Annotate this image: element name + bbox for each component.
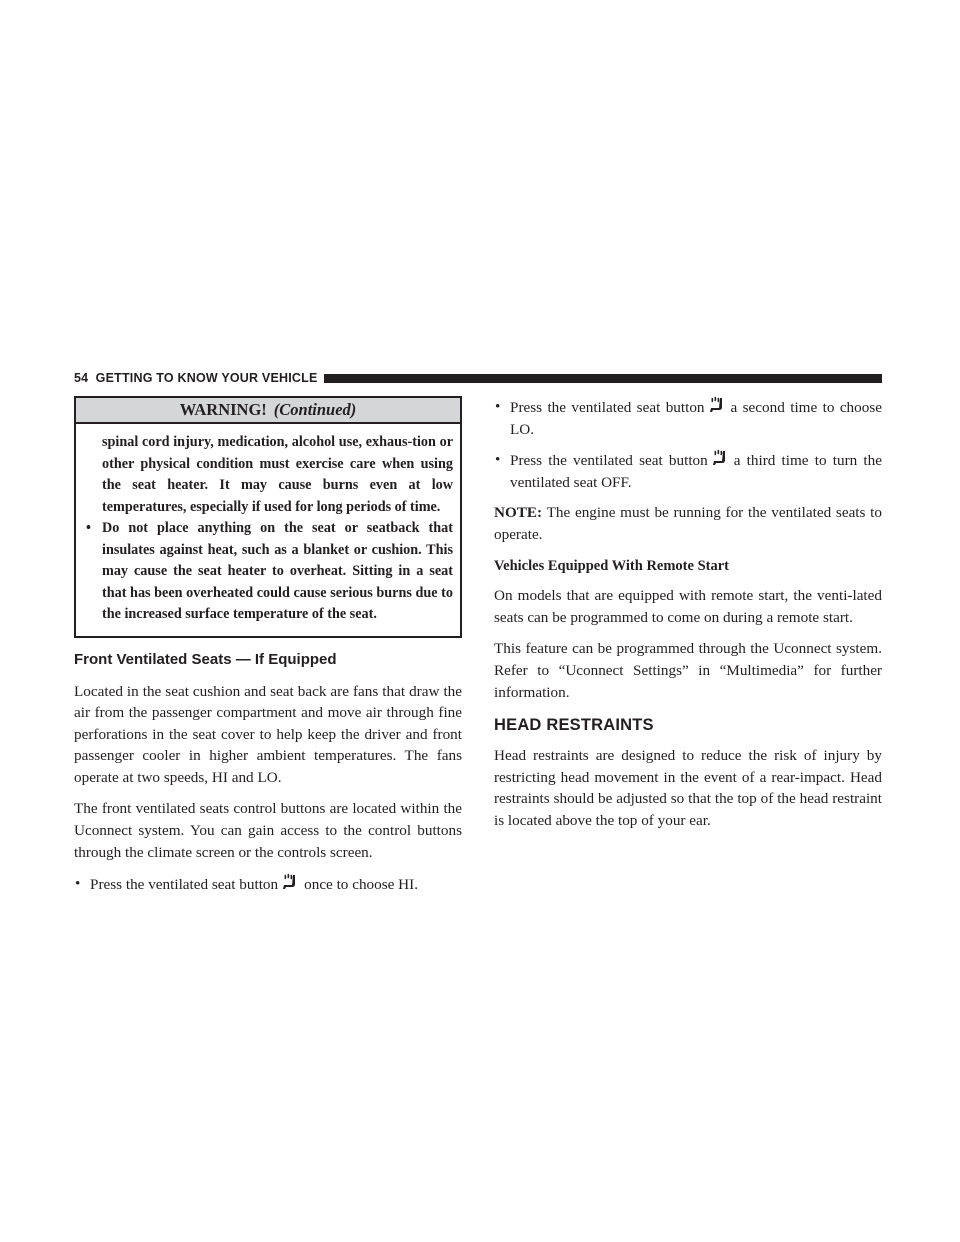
page-number: 54 [74,371,89,385]
warning-title [76,398,460,424]
bullet-text-pre: Press the ventilated seat button [90,876,279,894]
running-header [74,371,882,385]
note-label: NOTE: [494,504,543,522]
bullet-text-pre: Press the ventilated seat button [510,399,705,416]
ventilated-paragraph-2: The front ventilated seats control buttons are located within the Uconnect system. You can gain access to the control buttons through the climate screen or the controls screen. [74,800,462,861]
right-column [494,396,882,842]
ventilated-paragraph-1: Located in the seat cushion and seat back are fans that draw the air from the passenger compartment and move air through fine perforations in the seat cover to help keep the driver and front passenger cooler in higher ambient temperatures. The fans operate at two speeds, HI and LO. [74,682,462,786]
ventilated-seat-icon [712,449,728,466]
warning-bullet: • Do not place anything on the seat or seatback that insulates against heat, such as a blanket or cushion. This may cause the seat heater to overheat. Sitting in a seat that has been overheated could cause serious burns due to the increased surface temperature of the seat. [86,518,453,626]
ventilated-seat-icon [282,873,298,890]
section-title: GETTING TO KNOW YOUR VEHICLE [95,371,318,385]
bullet-text-pre: Press the ventilated seat button [510,452,708,470]
warning-label: WARNING! [179,400,267,419]
header-rule [324,374,883,383]
uconnect-paragraph: This feature can be programmed through the Uconnect system. Refer to “Uconnect Settings” in “Multimedia” for further information. [494,640,882,701]
remote-start-heading: Vehicles Equipped With Remote Start [494,557,729,574]
bullet-text-post: a third time to turn the ventilated seat OFF. [510,452,882,491]
header-title [74,371,318,385]
note-paragraph [494,502,882,545]
left-column [74,396,462,905]
warning-box [74,396,462,638]
ventilated-bullet-hi [74,873,462,896]
section-heading-ventilated: Front Ventilated Seats — If Equipped [74,650,337,668]
warning-continued-text: spinal cord injury, medication, alcohol use, exhaus-tion or other physical condition must exercise care when using the seat heater. It may cause burns even at low temperatures, especially if used for long periods of time. [102,434,453,515]
ventilated-seat-icon [709,396,725,413]
warning-continued: (Continued) [273,400,357,419]
bullet-text-post: once to choose HI. [304,876,418,894]
ventilated-bullet-off [494,449,882,493]
ventilated-bullet-lo [494,396,882,440]
bullet-text-post: a second time to choose LO. [510,399,882,438]
warning-body [76,424,460,636]
note-text: The engine must be running for the ventilated seats to operate. [494,504,882,543]
remote-start-paragraph: On models that are equipped with remote start, the venti-lated seats can be programmed to come on during a remote start. [494,587,882,626]
head-restraints-paragraph: Head restraints are designed to reduce the risk of injury by restricting head movement in the event of a rear-impact. Head restraints should be adjusted so that the top of the head restraint is located above the top of your ear. [494,747,882,829]
section-heading-head-restraints: HEAD RESTRAINTS [494,716,654,735]
